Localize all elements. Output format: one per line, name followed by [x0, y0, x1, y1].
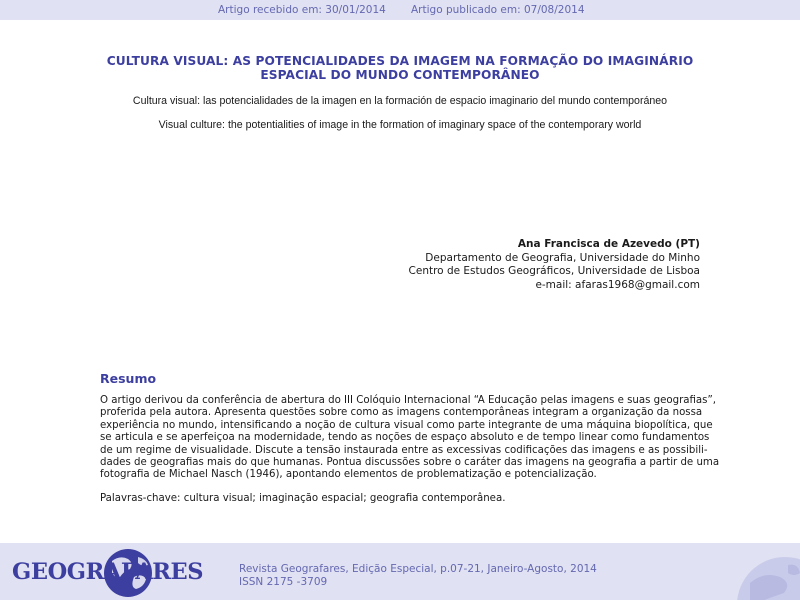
subtitle-spanish: Cultura visual: las potencialidades de la imagen en la formación de espacio imaginario del mundo contemporáneo	[132, 95, 668, 107]
keywords: Palavras-chave: cultura visual; imaginação espacial; geografia contemporânea.	[100, 493, 506, 504]
header-band	[0, 0, 800, 20]
abstract-line: se articula e se aperfeiçoa na modernidade, tendo as noções de espaço absoluto e de tempo linear como fundamentos	[100, 432, 710, 444]
decorative-globe-icon	[680, 543, 800, 600]
article-title-line-2: ESPACIAL DO MUNDO CONTEMPORÂNEO	[260, 68, 540, 82]
logo-wordmark: GEOGRAFARES	[12, 559, 204, 585]
journal-issn: ISSN 2175 -3709	[239, 576, 328, 588]
abstract-line: de um regime de visualidade. Discute a tensão instaurada entre as excessivas codificações das imagens e as possibili-	[100, 444, 708, 456]
footer-band	[0, 543, 800, 600]
abstract-line: O artigo derivou da conferência de abertura do III Colóquio Internacional “A Educação pelas imagens e suas geografias”,	[100, 395, 716, 406]
author-email[interactable]: e-mail: afaras1968@gmail.com	[535, 278, 700, 291]
abstract-heading: Resumo	[100, 371, 157, 386]
abstract-line: dades de geografias mais do que humanas. Pontua discussões sobre o caráter das imagens na geografia a partir de uma	[100, 456, 720, 468]
abstract-line: experiência no mundo, intensificando a noção de cultura visual como parte integrante de uma máquina biopolítica, que	[100, 419, 713, 431]
subtitle-english: Visual culture: the potentialities of image in the formation of imaginary space of the contemporary world	[158, 119, 642, 131]
journal-citation: Revista Geografares, Edição Especial, p.07-21, Janeiro-Agosto, 2014	[239, 563, 597, 575]
abstract-line: fotografia de Michael Nasch (1946), apontando elementos de problematização e potencialização.	[100, 469, 597, 481]
published-date: Artigo publicado em: 07/08/2014	[411, 4, 585, 16]
author-name: Ana Francisca de Azevedo (PT)	[517, 238, 700, 250]
author-affiliation-2: Centro de Estudos Geográficos, Universidade de Lisboa	[408, 265, 700, 277]
journal-info	[239, 563, 597, 589]
author-affiliation-1: Departamento de Geografia, Universidade do Minho	[425, 251, 700, 264]
abstract-text	[100, 395, 720, 482]
article-title	[80, 54, 720, 82]
journal-logo	[0, 543, 204, 600]
article-title-line-1: CULTURA VISUAL: AS POTENCIALIDADES DA IMAGEM NA FORMAÇÃO DO IMAGINÁRIO	[106, 54, 694, 68]
received-date: Artigo recebido em: 30/01/2014	[218, 4, 386, 16]
abstract-line: proferida pela autora. Apresenta questões sobre como as imagens contemporâneas integram a organização da nossa	[100, 407, 703, 419]
author-block	[300, 238, 700, 292]
